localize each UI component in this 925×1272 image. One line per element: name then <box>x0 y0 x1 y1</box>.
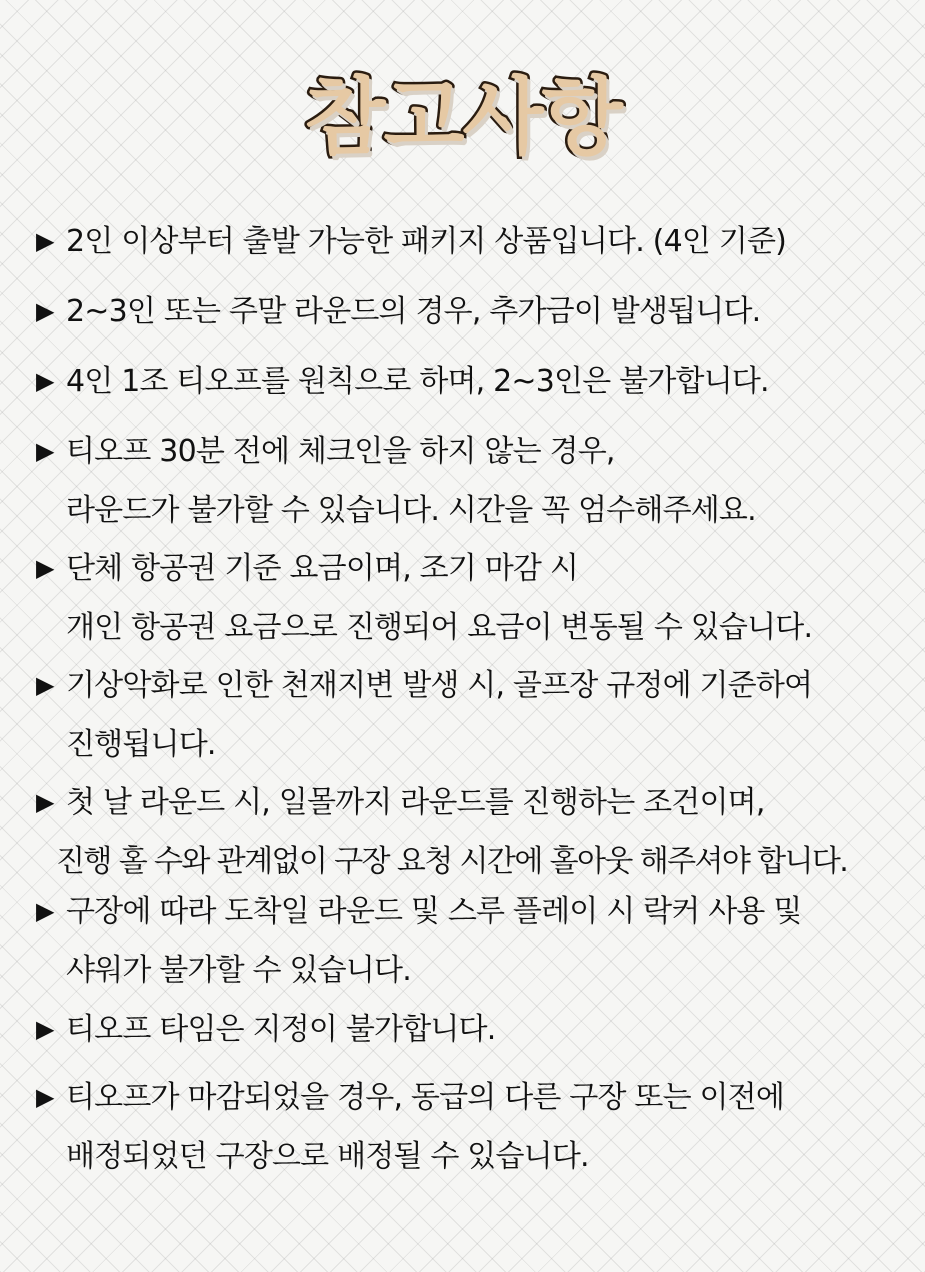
note-text: 4인 1조 티오프를 원칙으로 하며, 2~3인은 불가합니다. <box>66 364 769 399</box>
note-text-continued: 진행 홀 수와 관계없이 구장 요청 시간에 홀아웃 해주셔야 합니다. <box>56 844 848 879</box>
note-text-continued: 샤워가 불가할 수 있습니다. <box>66 953 411 988</box>
note-item <box>36 282 916 341</box>
bullet-arrow-icon: ▶ <box>36 897 54 925</box>
note-text-continued: 진행됩니다. <box>66 727 216 762</box>
note-text: 티오프 30분 전에 체크인을 하지 않는 경우, <box>66 434 615 469</box>
bullet-arrow-icon: ▶ <box>36 788 54 816</box>
bullet-arrow-icon: ▶ <box>36 554 54 582</box>
note-item <box>36 212 916 271</box>
note-text: 구장에 따라 도착일 라운드 및 스루 플레이 시 락커 사용 및 <box>66 894 802 929</box>
note-text: 단체 항공권 기준 요금이며, 조기 마감 시 <box>66 551 579 586</box>
note-item <box>36 882 916 1000</box>
bullet-arrow-icon: ▶ <box>36 367 54 395</box>
note-text: 2인 이상부터 출발 가능한 패키지 상품입니다. (4인 기준) <box>66 224 787 259</box>
bullet-arrow-icon: ▶ <box>36 227 54 255</box>
note-item <box>36 656 916 774</box>
note-text-continued: 라운드가 불가할 수 있습니다. 시간을 꼭 엄수해주세요. <box>66 493 756 528</box>
bullet-arrow-icon: ▶ <box>36 1015 54 1043</box>
page-title: 참고사항 <box>304 68 621 166</box>
note-text: 2~3인 또는 주말 라운드의 경우, 추가금이 발생됩니다. <box>66 294 761 329</box>
note-text: 티오프 타임은 지정이 불가합니다. <box>66 1012 496 1047</box>
bullet-arrow-icon: ▶ <box>36 437 54 465</box>
note-text-continued: 배정되었던 구장으로 배정될 수 있습니다. <box>66 1139 589 1174</box>
note-text-continued: 개인 항공권 요금으로 진행되어 요금이 변동될 수 있습니다. <box>66 610 813 645</box>
note-text: 기상악화로 인한 천재지변 발생 시, 골프장 규정에 기준하여 <box>66 668 813 703</box>
bullet-arrow-icon: ▶ <box>36 1083 54 1111</box>
note-item <box>36 773 916 891</box>
bullet-arrow-icon: ▶ <box>36 671 54 699</box>
note-item <box>36 1000 916 1059</box>
note-item <box>36 352 916 411</box>
bullet-arrow-icon: ▶ <box>36 297 54 325</box>
note-text: 첫 날 라운드 시, 일몰까지 라운드를 진행하는 조건이며, <box>66 785 765 820</box>
note-item <box>36 539 916 657</box>
note-item <box>36 422 916 540</box>
note-item <box>36 1068 916 1186</box>
note-text: 티오프가 마감되었을 경우, 동급의 다른 구장 또는 이전에 <box>66 1080 785 1115</box>
